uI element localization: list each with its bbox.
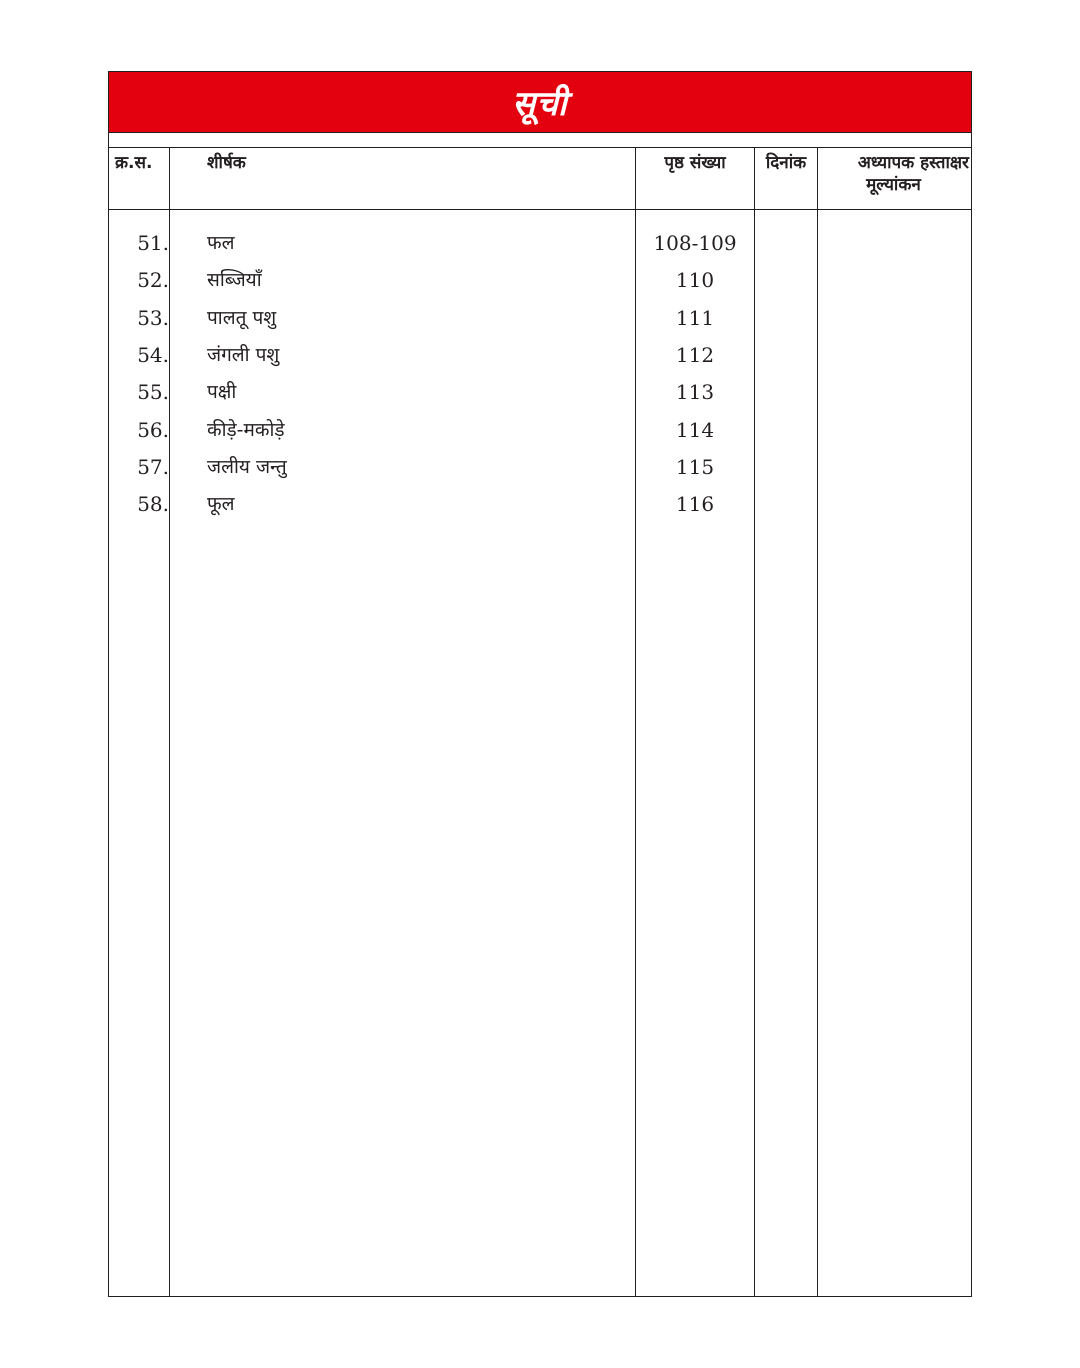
row-serial: 54. [137, 343, 169, 367]
table-row [109, 304, 971, 341]
header-teacher-line1: अध्यापक हस्ताक्षर [857, 153, 969, 173]
row-topic: पक्षी [207, 381, 237, 403]
row-topic: जंगली पशु [207, 344, 280, 366]
row-page: 114 [675, 418, 715, 442]
table-row [109, 378, 971, 415]
header-topic: शीर्षक [207, 153, 246, 173]
row-topic: फल [207, 232, 235, 254]
table-row [109, 266, 971, 303]
table-row [109, 490, 971, 527]
header-serial: क्र.स. [115, 153, 153, 173]
row-serial: 51. [137, 231, 169, 255]
row-page: 115 [675, 455, 715, 479]
row-topic: फूल [207, 493, 235, 515]
header-date: दिनांक [765, 153, 807, 173]
header-teacher-signature [818, 152, 971, 196]
row-topic: जलीय जन्तु [207, 456, 287, 478]
row-serial: 57. [137, 455, 169, 479]
row-page: 116 [675, 492, 715, 516]
row-serial: 53. [137, 306, 169, 330]
row-topic: पालतू पशु [207, 307, 277, 329]
row-topic: कीड़े-मकोड़े [207, 419, 285, 441]
table-row [109, 341, 971, 378]
header-top-rule [109, 147, 971, 148]
row-serial: 52. [137, 268, 169, 292]
table-row [109, 229, 971, 266]
title-banner [109, 72, 971, 133]
row-page: 110 [675, 268, 715, 292]
index-table [108, 71, 972, 1297]
row-topic: सब्जियाँ [207, 269, 262, 291]
page-title: सूची [512, 84, 568, 124]
row-page: 112 [675, 343, 715, 367]
table-row [109, 416, 971, 453]
table-row [109, 453, 971, 490]
row-serial: 58. [137, 492, 169, 516]
row-serial: 55. [137, 380, 169, 404]
row-serial: 56. [137, 418, 169, 442]
header-teacher-line2: मूल्यांकन [866, 175, 921, 195]
row-page: 108-109 [653, 231, 737, 255]
row-page: 113 [675, 380, 715, 404]
header-bottom-rule [109, 209, 971, 210]
row-page: 111 [675, 306, 715, 330]
header-page-number: पृष्ठ संख्या [664, 153, 726, 173]
